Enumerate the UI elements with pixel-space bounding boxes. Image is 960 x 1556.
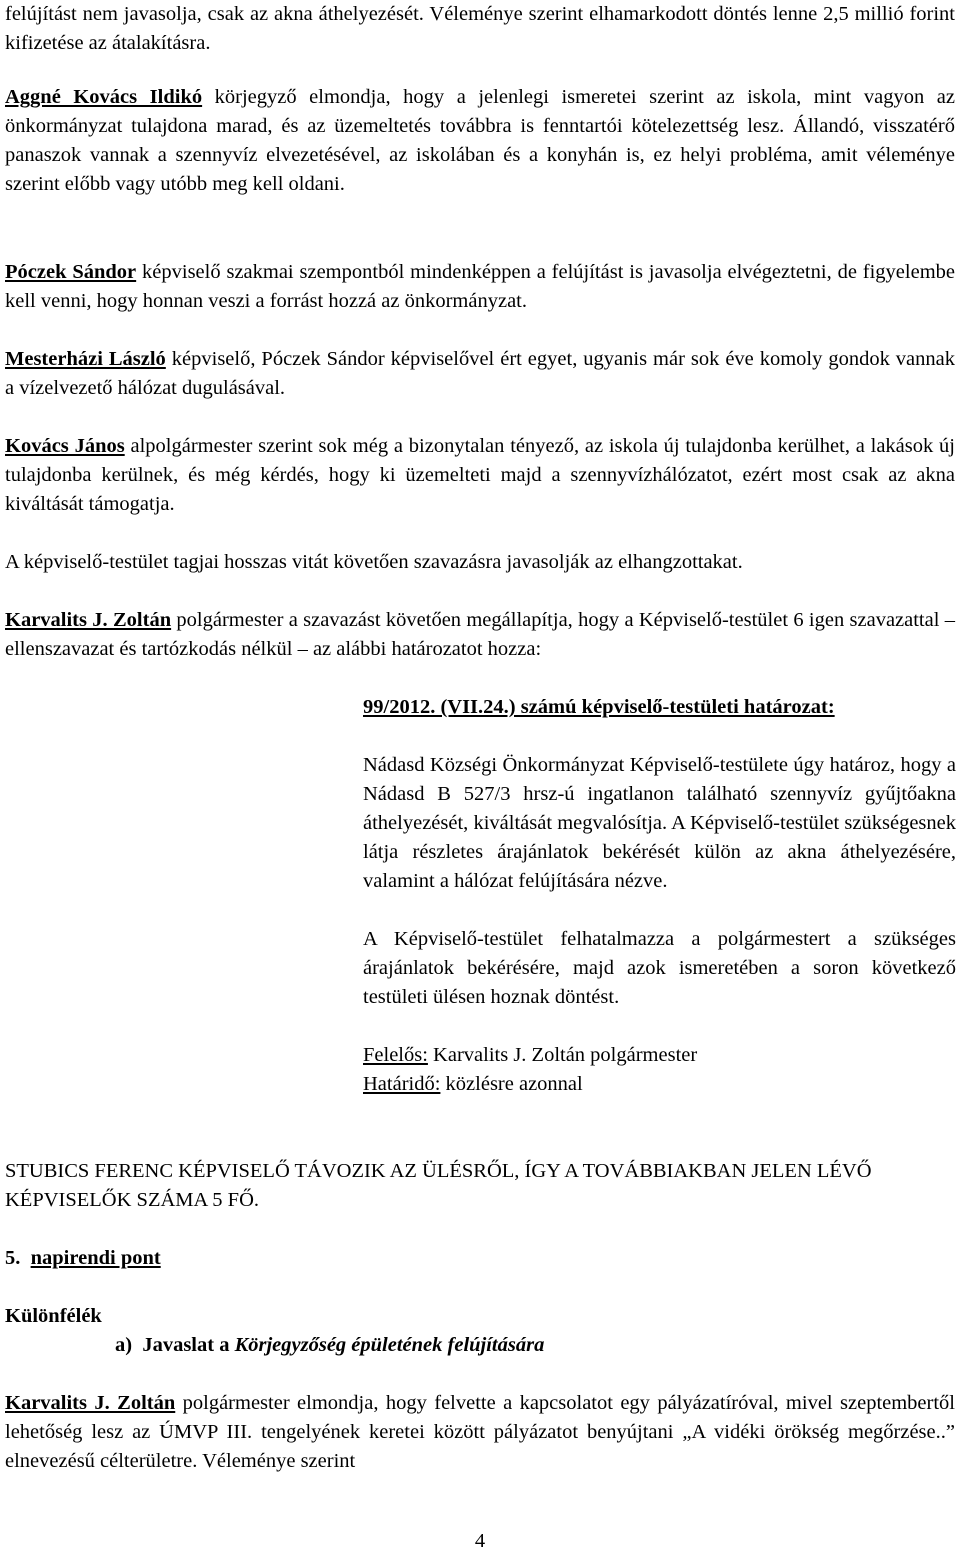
item-italic-title: Körjegyzőség épületének felújítására bbox=[234, 1334, 545, 1356]
agenda-number: 5. bbox=[5, 1247, 21, 1269]
item-prefix: a) bbox=[115, 1334, 133, 1356]
paragraph-mayor-decision: Karvalits J. Zoltán polgármester a szavazást követően megállapítja, hogy a Képviselő-testület 6 igen szavazattal – ellenszavazat és tartózkodás nélkül – az alábbi határozatot hozza: bbox=[5, 609, 955, 660]
agenda-item-a: a) Javaslat a Körjegyzőség épületének felújítására bbox=[115, 1334, 545, 1356]
speaker-name: Karvalits J. Zoltán bbox=[5, 1392, 176, 1414]
speaker-name: Aggné Kovács Ildikó bbox=[5, 86, 203, 108]
paragraph-vote-proposal: A képviselő-testület tagjai hosszas vitát követően szavazásra javasolják az elhangzottakat. bbox=[5, 551, 743, 573]
speaker-name: Karvalits J. Zoltán bbox=[5, 609, 172, 631]
paragraph-poczek-statement: Póczek Sándor képviselő szakmai szempontból mindenképpen a felújítást is javasolja elvégeztetni, de figyelembe kell venni, hogy honnan veszi a forrást hozzá az önkormányzat. bbox=[5, 261, 955, 312]
resolution-title: 99/2012. (VII.24.) számú képviselő-testületi határozat: bbox=[363, 696, 835, 718]
resolution-responsible: Felelős: Karvalits J. Zoltán polgármester bbox=[363, 1044, 698, 1066]
paragraph-notary-statement: Aggné Kovács Ildikó körjegyző elmondja, hogy a jelenlegi ismeretei szerint az iskola, mint vagyon az önkormányzat tulajdona marad, és az üzemeltetés továbbra is fenntartói kötelezettség lesz. Állandó, visszatérő panaszok vannak a szennyvíz elvezetésével, az iskolában és a konyhán is, ez helyi probléma, amit véleménye szerint előbb vagy utóbb meg kell oldani. bbox=[5, 86, 955, 195]
resolution-deadline: Határidő: közlésre azonnal bbox=[363, 1073, 583, 1095]
agenda-title: Különfélék bbox=[5, 1305, 102, 1327]
resolution-body-2: A Képviselő-testület felhatalmazza a polgármestert a szükséges árajánlatok bekérésére, majd azok ismeretében a soron következő testületi ülésen hoznak döntést. bbox=[363, 928, 956, 1008]
page-number: 4 bbox=[474, 1530, 486, 1552]
speaker-name: Mesterházi László bbox=[5, 348, 166, 370]
speaker-name: Kovács János bbox=[5, 435, 125, 457]
paragraph-continuation: felújítást nem javasolja, csak az akna áthelyezését. Véleménye szerint elhamarkodott döntés lenne 2,5 millió forint kifizetése az átalakításra. bbox=[5, 3, 955, 54]
speaker-name: Póczek Sándor bbox=[5, 261, 137, 283]
agenda-heading bbox=[5, 1244, 955, 1273]
deadline-label: Határidő: bbox=[363, 1073, 441, 1095]
paragraph-kovacs-statement: Kovács János alpolgármester szerint sok még a bizonytalan tényező, az iskola új tulajdonba kerülhet, a lakások új tulajdonba kerülnek, és még kérdés, hogy ki üzemelteti majd a szennyvízhálózatot, ezért most csak az akna kiváltását támogatja. bbox=[5, 435, 955, 515]
paragraph-mesterhazi-statement: Mesterházi László képviselő, Póczek Sándor képviselővel ért egyet, ugyanis már sok éve komoly gondok vannak a vízelvezető hálózat dugulásával. bbox=[5, 348, 956, 399]
notice-representative-leaves: STUBICS FERENC KÉPVISELŐ TÁVOZIK AZ ÜLÉSRŐL, ÍGY A TOVÁBBIAKBAN JELEN LÉVŐ KÉPVISELŐK SZÁMA 5 FŐ. bbox=[5, 1160, 872, 1211]
resolution-body-1: Nádasd Községi Önkormányzat Képviselő-testülete úgy határoz, hogy a Nádasd B 527/3 hrsz-ú ingatlanon található szennyvíz gyűjtőakna áthelyezését, kiváltását megvalósítja. A Képviselő-testület szükségesnek látja részletes árajánlatok bekérését külön az akna áthelyezésére, valamint a hálózat felújítására nézve. bbox=[363, 754, 956, 892]
responsible-label: Felelős: bbox=[363, 1044, 428, 1066]
agenda-label: napirendi pont bbox=[30, 1247, 161, 1269]
paragraph-mayor-proposal: Karvalits J. Zoltán polgármester elmondja, hogy felvette a kapcsolatot egy pályázatíróval, mivel szeptembertől lehetőség lesz az ÚMVP III. tengelyének keretei között pályázatot benyújtani „A vidéki örökség megőrzése..” elnevezésű célterületre. Véleménye szerint bbox=[5, 1392, 955, 1472]
